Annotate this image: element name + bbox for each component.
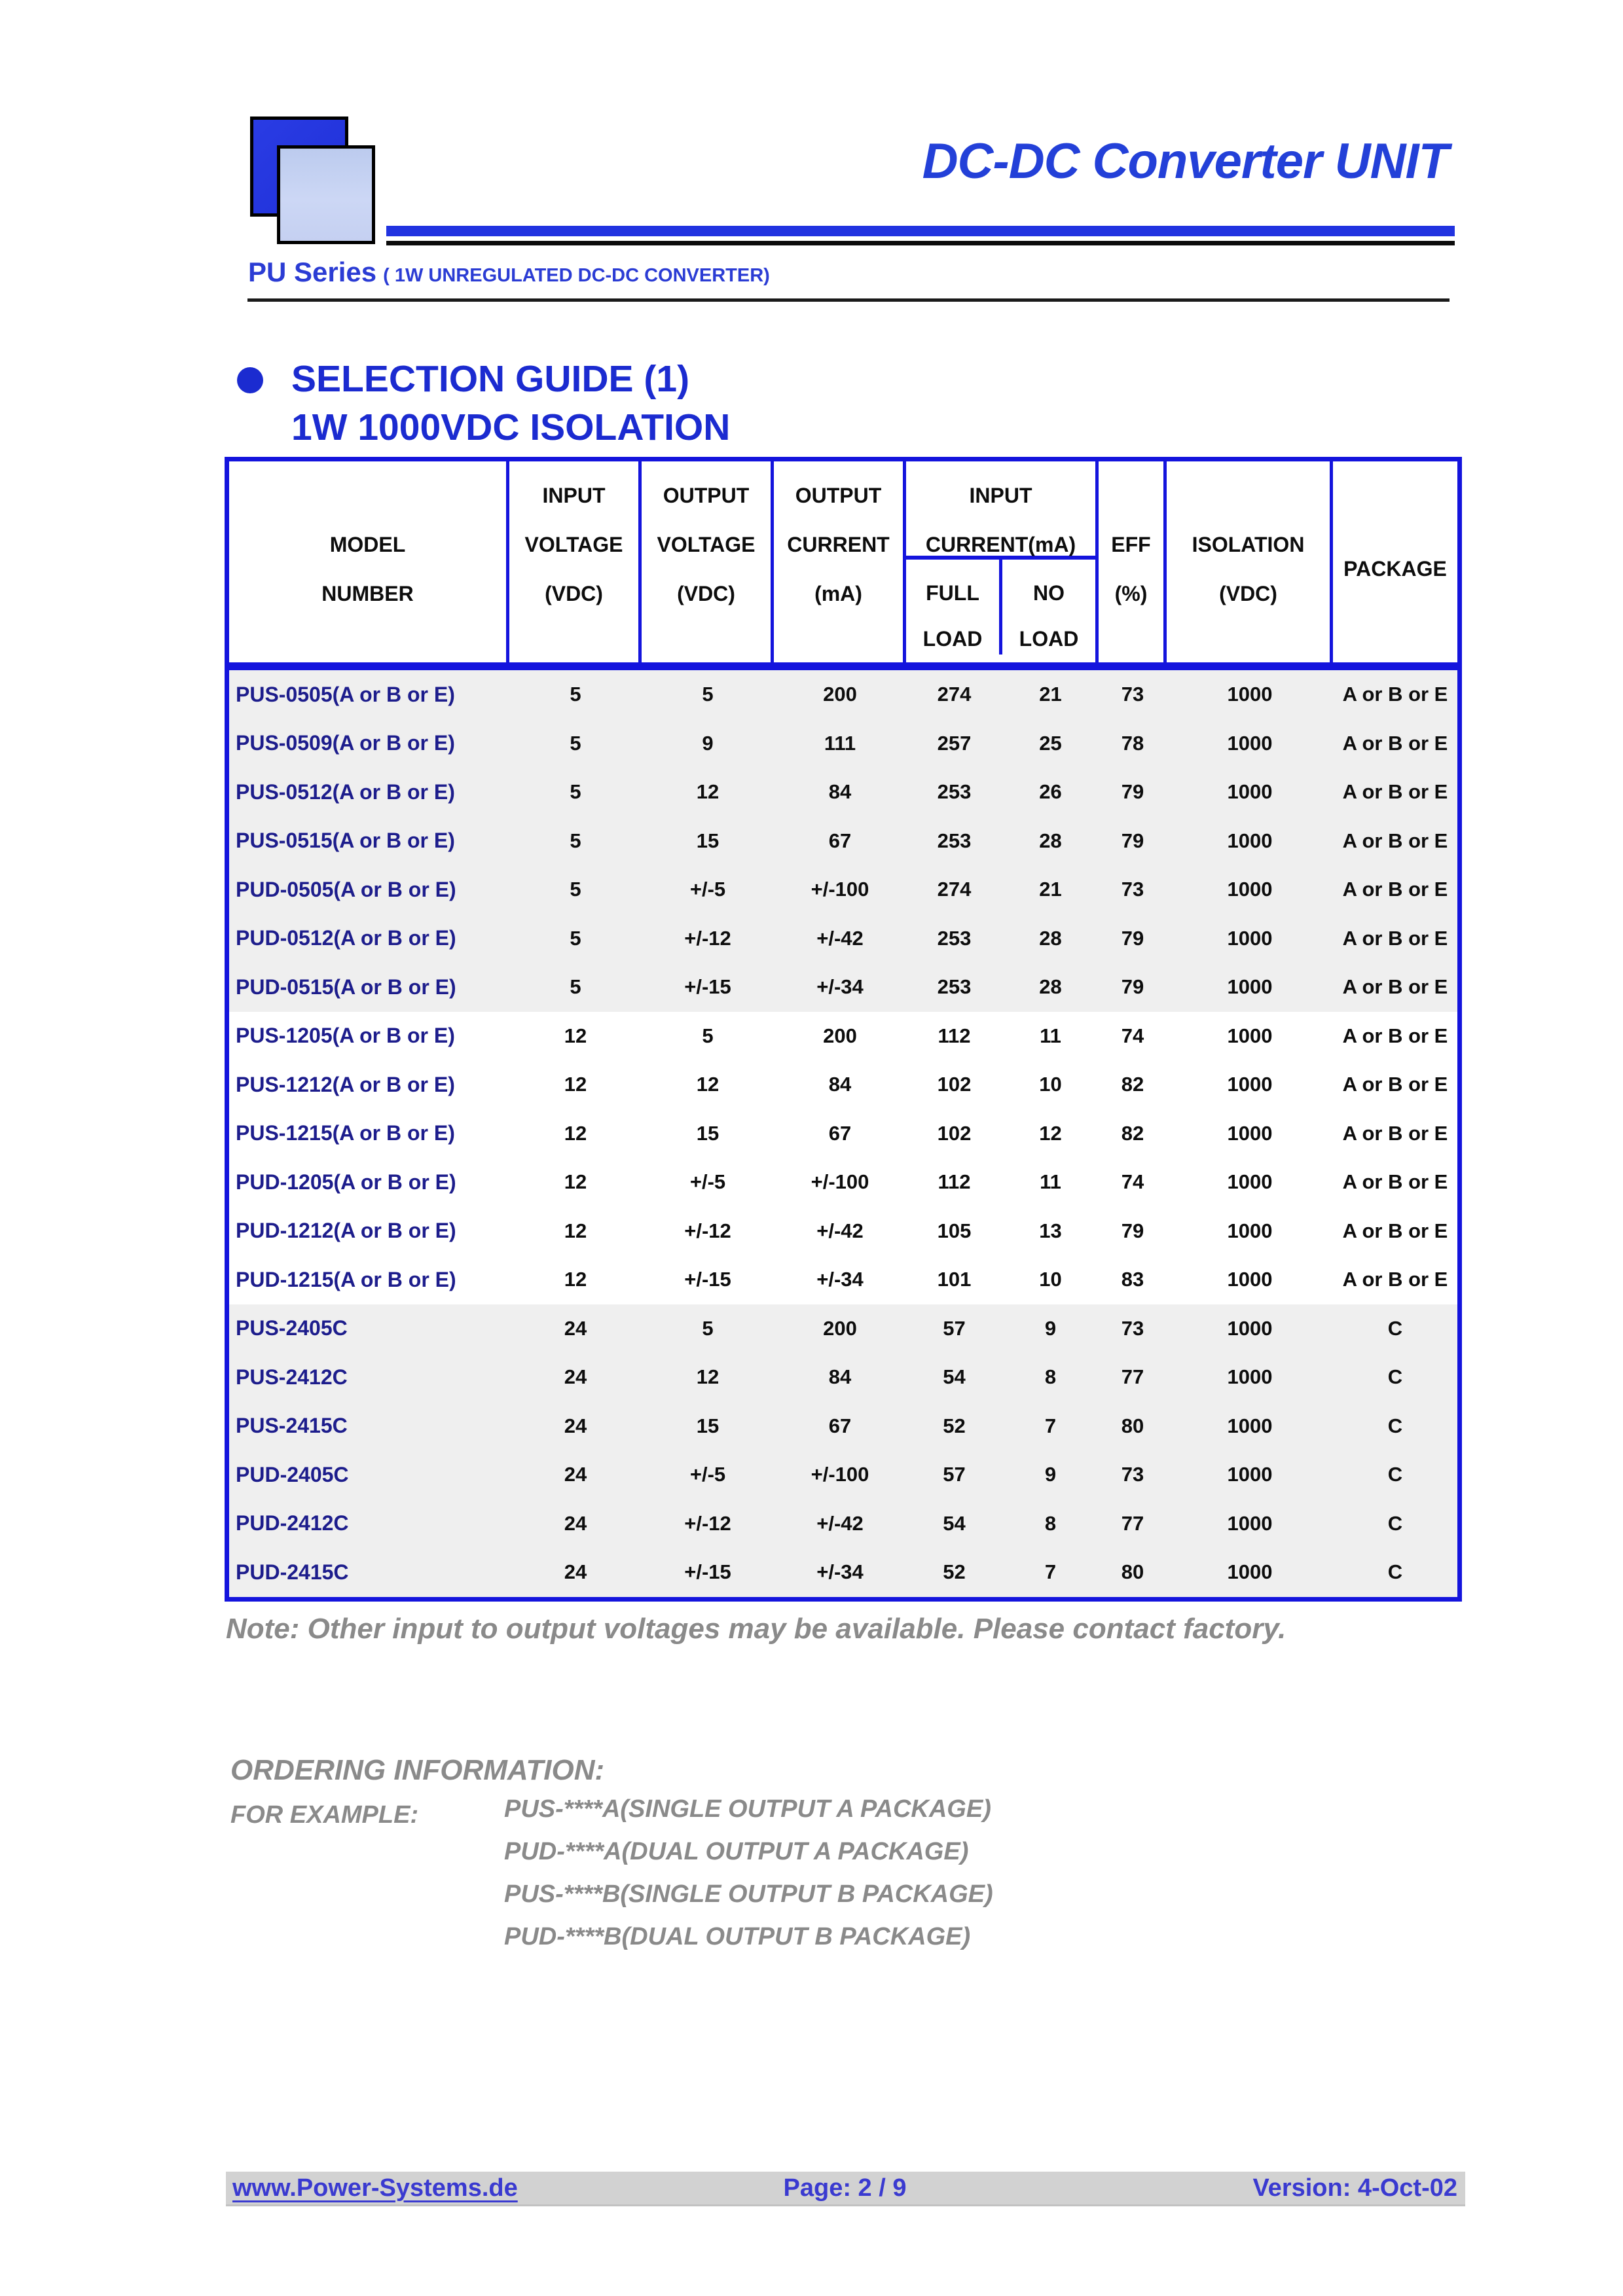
cell-package: A or B or E: [1342, 926, 1448, 950]
table-header-row: [229, 461, 1457, 670]
table-row: [229, 914, 1457, 963]
selection-guide-table: [225, 457, 1462, 1602]
header-line: ISOLATION: [1192, 533, 1305, 556]
title-underline-blue-bar: [386, 226, 1455, 236]
cell-no-load: 9: [1044, 1316, 1057, 1340]
cell-output-voltage: 5: [702, 1316, 714, 1340]
availability-note: Note: Other input to output voltages may be available. Please contact factory.: [226, 1613, 1286, 1645]
cell-output-voltage: 5: [702, 683, 714, 706]
col-header-output-current: [774, 461, 906, 662]
cell-output-current: 200: [823, 1024, 857, 1047]
cell-model-number: PUS-0505(A or B or E): [236, 682, 455, 706]
cell-efficiency: 82: [1121, 1121, 1144, 1145]
cell-input-voltage: 24: [564, 1365, 587, 1389]
cell-isolation: 1000: [1227, 1170, 1273, 1194]
logo-front-square-icon: [277, 145, 375, 244]
col-header-isolation: [1167, 461, 1333, 662]
cell-output-current: 200: [823, 1316, 857, 1340]
col-header-full-load: [906, 560, 1002, 655]
cell-package: C: [1387, 1560, 1403, 1584]
cell-isolation: 1000: [1227, 1121, 1273, 1145]
cell-package: A or B or E: [1342, 878, 1448, 901]
cell-output-voltage: 12: [696, 1365, 720, 1389]
cell-package: A or B or E: [1342, 975, 1448, 999]
cell-output-voltage: 15: [696, 1414, 720, 1437]
cell-model-number: PUS-1215(A or B or E): [236, 1121, 455, 1145]
cell-no-load: 28: [1039, 926, 1062, 950]
cell-output-current: +/-34: [816, 975, 864, 999]
table-row: [229, 1402, 1457, 1451]
cell-output-voltage: +/-12: [684, 926, 731, 950]
cell-no-load: 10: [1039, 1073, 1062, 1096]
cell-package: C: [1387, 1316, 1403, 1340]
cell-isolation: 1000: [1227, 1024, 1273, 1047]
cell-output-voltage: 15: [696, 1121, 720, 1145]
cell-package: A or B or E: [1342, 683, 1448, 706]
cell-efficiency: 83: [1121, 1268, 1144, 1291]
cell-efficiency: 79: [1121, 780, 1144, 804]
cell-model-number: PUD-1215(A or B or E): [236, 1267, 456, 1291]
ordering-example: PUD-****A(DUAL OUTPUT A PACKAGE): [504, 1838, 969, 1865]
cell-output-voltage: +/-15: [684, 1560, 731, 1584]
cell-efficiency: 79: [1121, 926, 1144, 950]
cell-output-current: 84: [828, 1365, 852, 1389]
cell-output-voltage: +/-15: [684, 1268, 731, 1291]
cell-package: C: [1387, 1414, 1403, 1437]
table-row: [229, 1109, 1457, 1158]
cell-input-voltage: 12: [564, 1219, 587, 1242]
ordering-information-heading: ORDERING INFORMATION:: [230, 1754, 605, 1786]
cell-model-number: PUS-0512(A or B or E): [236, 780, 455, 804]
cell-no-load: 8: [1044, 1365, 1057, 1389]
cell-model-number: PUS-0515(A or B or E): [236, 829, 455, 853]
cell-model-number: PUS-1212(A or B or E): [236, 1072, 455, 1096]
table-row: [229, 1012, 1457, 1061]
table-row: [229, 719, 1457, 768]
page-title: DC-DC Converter UNIT: [922, 134, 1448, 189]
header-line: (mA): [814, 582, 862, 605]
cell-no-load: 21: [1039, 683, 1062, 706]
cell-no-load: 11: [1040, 1024, 1061, 1047]
cell-efficiency: 73: [1121, 683, 1144, 706]
cell-input-voltage: 5: [570, 780, 581, 804]
cell-package: C: [1387, 1463, 1403, 1486]
cell-isolation: 1000: [1227, 1463, 1273, 1486]
table-row: [229, 963, 1457, 1012]
cell-package: A or B or E: [1342, 780, 1448, 804]
page-number: Page: 2 / 9: [783, 2174, 907, 2202]
header-line: LOAD: [922, 627, 983, 651]
cell-output-current: +/-42: [816, 1511, 864, 1535]
header-line: EFF: [1111, 533, 1151, 556]
cell-efficiency: 77: [1121, 1365, 1144, 1389]
cell-full-load: 57: [943, 1463, 966, 1486]
cell-full-load: 101: [937, 1268, 972, 1291]
cell-full-load: 253: [937, 829, 972, 852]
cell-model-number: PUD-0515(A or B or E): [236, 975, 456, 999]
header-line: FULL: [926, 581, 979, 605]
table-row: [229, 1450, 1457, 1499]
table-body: [229, 670, 1457, 1597]
cell-output-voltage: 12: [696, 780, 720, 804]
table-row: [229, 817, 1457, 866]
cell-isolation: 1000: [1227, 926, 1273, 950]
cell-efficiency: 79: [1121, 829, 1144, 852]
cell-output-current: +/-100: [811, 1170, 869, 1194]
cell-output-voltage: +/-15: [684, 975, 731, 999]
table-row: [229, 1499, 1457, 1549]
cell-input-voltage: 5: [570, 926, 581, 950]
table-row: [229, 1060, 1457, 1109]
cell-input-voltage: 5: [570, 975, 581, 999]
section-heading-line1: SELECTION GUIDE (1): [291, 358, 690, 400]
cell-no-load: 7: [1044, 1560, 1057, 1584]
cell-full-load: 112: [938, 1024, 971, 1047]
cell-package: A or B or E: [1342, 1268, 1448, 1291]
cell-output-current: +/-34: [816, 1560, 864, 1584]
cell-no-load: 25: [1039, 731, 1062, 755]
cell-input-voltage: 12: [564, 1268, 587, 1291]
cell-no-load: 7: [1044, 1414, 1057, 1437]
cell-full-load: 253: [937, 926, 972, 950]
cell-isolation: 1000: [1227, 975, 1273, 999]
cell-isolation: 1000: [1227, 1414, 1273, 1437]
table-row: [229, 1548, 1457, 1597]
header-line: VOLTAGE: [524, 533, 623, 556]
header-line: (VDC): [677, 582, 735, 605]
header-line: (VDC): [1219, 582, 1277, 605]
cell-model-number: PUD-2412C: [236, 1511, 349, 1535]
for-example-label: FOR EXAMPLE:: [230, 1801, 419, 1829]
header-line: NUMBER: [321, 582, 414, 605]
cell-efficiency: 80: [1121, 1414, 1144, 1437]
cell-output-voltage: 9: [702, 731, 714, 755]
cell-full-load: 274: [937, 683, 972, 706]
cell-model-number: PUD-0512(A or B or E): [236, 926, 456, 950]
cell-input-voltage: 12: [564, 1073, 587, 1096]
table-row: [229, 1255, 1457, 1304]
cell-output-voltage: +/-12: [684, 1511, 731, 1535]
cell-input-voltage: 24: [564, 1511, 587, 1535]
header-line: NO: [1033, 581, 1065, 605]
section-heading-line2: 1W 1000VDC ISOLATION: [291, 406, 731, 448]
cell-package: A or B or E: [1342, 1024, 1448, 1047]
cell-output-current: 67: [828, 1121, 852, 1145]
cell-output-voltage: +/-12: [684, 1219, 731, 1242]
table-row: [229, 865, 1457, 914]
cell-no-load: 12: [1039, 1121, 1062, 1145]
header-line: LOAD: [1019, 627, 1079, 651]
cell-full-load: 253: [937, 780, 972, 804]
cell-isolation: 1000: [1227, 731, 1273, 755]
cell-no-load: 28: [1039, 829, 1062, 852]
header-line: INPUT: [969, 484, 1032, 507]
cell-input-voltage: 24: [564, 1560, 587, 1584]
table-row: [229, 768, 1457, 817]
series-name: PU Series: [248, 257, 377, 287]
version-label: Version: 4-Oct-02: [1252, 2174, 1457, 2202]
cell-efficiency: 78: [1121, 731, 1144, 755]
cell-output-voltage: 12: [696, 1073, 720, 1096]
cell-efficiency: 73: [1121, 1463, 1144, 1486]
cell-no-load: 26: [1039, 780, 1062, 804]
cell-output-current: 200: [823, 683, 857, 706]
cell-output-voltage: 5: [702, 1024, 714, 1047]
header-line: INPUT: [542, 484, 606, 507]
cell-isolation: 1000: [1227, 1365, 1273, 1389]
cell-efficiency: 73: [1121, 1316, 1144, 1340]
cell-model-number: PUS-2405C: [236, 1316, 348, 1340]
table-row: [229, 1353, 1457, 1402]
cell-package: C: [1387, 1365, 1403, 1389]
cell-output-voltage: 15: [696, 829, 720, 852]
input-current-label: [906, 461, 1095, 560]
cell-output-voltage: +/-5: [689, 1170, 726, 1194]
cell-isolation: 1000: [1227, 878, 1273, 901]
cell-package: A or B or E: [1342, 829, 1448, 852]
cell-full-load: 112: [938, 1170, 971, 1194]
header-line: PACKAGE: [1343, 557, 1447, 581]
cell-isolation: 1000: [1227, 1316, 1273, 1340]
ordering-example: PUD-****B(DUAL OUTPUT B PACKAGE): [504, 1923, 971, 1950]
cell-isolation: 1000: [1227, 829, 1273, 852]
cell-output-current: +/-42: [816, 926, 864, 950]
cell-isolation: 1000: [1227, 1219, 1273, 1242]
cell-efficiency: 79: [1121, 1219, 1144, 1242]
cell-model-number: PUS-2415C: [236, 1414, 348, 1438]
cell-output-voltage: +/-5: [689, 878, 726, 901]
cell-input-voltage: 24: [564, 1463, 587, 1486]
cell-isolation: 1000: [1227, 1560, 1273, 1584]
cell-package: A or B or E: [1342, 1219, 1448, 1242]
bullet-icon: [237, 367, 263, 393]
cell-output-voltage: +/-5: [689, 1463, 726, 1486]
cell-model-number: PUD-0505(A or B or E): [236, 877, 456, 901]
cell-full-load: 52: [943, 1414, 966, 1437]
cell-full-load: 57: [943, 1316, 966, 1340]
cell-model-number: PUS-2412C: [236, 1365, 348, 1389]
title-underline-black-bar: [386, 241, 1455, 245]
cell-input-voltage: 12: [564, 1170, 587, 1194]
header-line: MODEL: [329, 533, 406, 556]
footer-bar: [226, 2172, 1465, 2206]
ordering-examples: [504, 1788, 993, 1958]
cell-no-load: 11: [1040, 1170, 1061, 1194]
col-header-package: [1333, 461, 1457, 662]
cell-package: C: [1387, 1511, 1403, 1535]
cell-package: A or B or E: [1342, 1170, 1448, 1194]
cell-full-load: 102: [937, 1073, 972, 1096]
cell-input-voltage: 5: [570, 683, 581, 706]
cell-efficiency: 74: [1121, 1024, 1144, 1047]
cell-output-current: +/-100: [811, 1463, 869, 1486]
header-line: (VDC): [545, 582, 603, 605]
ordering-example: PUS-****B(SINGLE OUTPUT B PACKAGE): [504, 1880, 993, 1908]
cell-efficiency: 82: [1121, 1073, 1144, 1096]
cell-full-load: 54: [943, 1511, 966, 1535]
cell-input-voltage: 24: [564, 1414, 587, 1437]
cell-no-load: 28: [1039, 975, 1062, 999]
cell-model-number: PUS-1205(A or B or E): [236, 1024, 455, 1048]
col-header-model-number: [229, 461, 509, 662]
cell-full-load: 52: [943, 1560, 966, 1584]
cell-full-load: 253: [937, 975, 972, 999]
cell-input-voltage: 5: [570, 829, 581, 852]
cell-full-load: 257: [937, 731, 972, 755]
cell-output-current: +/-42: [816, 1219, 864, 1242]
ordering-example: PUS-****A(SINGLE OUTPUT A PACKAGE): [504, 1795, 991, 1823]
cell-no-load: 13: [1039, 1219, 1062, 1242]
cell-isolation: 1000: [1227, 780, 1273, 804]
cell-full-load: 54: [943, 1365, 966, 1389]
cell-model-number: PUD-2415C: [236, 1560, 349, 1584]
series-subtitle: ( 1W UNREGULATED DC-DC CONVERTER): [383, 265, 770, 286]
cell-isolation: 1000: [1227, 683, 1273, 706]
header-line: OUTPUT: [663, 484, 750, 507]
header-line: OUTPUT: [795, 484, 882, 507]
col-header-output-voltage: [642, 461, 774, 662]
cell-isolation: 1000: [1227, 1073, 1273, 1096]
cell-full-load: 102: [937, 1121, 972, 1145]
cell-efficiency: 77: [1121, 1511, 1144, 1535]
cell-no-load: 10: [1039, 1268, 1062, 1291]
cell-output-current: +/-100: [811, 878, 869, 901]
header-line: CURRENT(mA): [925, 533, 1076, 556]
cell-input-voltage: 5: [570, 731, 581, 755]
col-header-input-voltage: [509, 461, 642, 662]
website-link[interactable]: www.Power-Systems.de: [232, 2174, 518, 2202]
cell-package: A or B or E: [1342, 731, 1448, 755]
col-header-efficiency: [1099, 461, 1167, 662]
cell-output-current: 111: [824, 731, 856, 755]
cell-full-load: 105: [937, 1219, 972, 1242]
cell-isolation: 1000: [1227, 1268, 1273, 1291]
cell-input-voltage: 12: [564, 1121, 587, 1145]
table-row: [229, 1158, 1457, 1207]
cell-model-number: PUD-2405C: [236, 1462, 349, 1486]
cell-efficiency: 79: [1121, 975, 1144, 999]
cell-model-number: PUS-0509(A or B or E): [236, 731, 455, 755]
cell-no-load: 9: [1044, 1463, 1057, 1486]
cell-efficiency: 73: [1121, 878, 1144, 901]
cell-input-voltage: 12: [564, 1024, 587, 1047]
cell-no-load: 21: [1039, 878, 1062, 901]
cell-package: A or B or E: [1342, 1073, 1448, 1096]
series-heading: [248, 257, 770, 288]
table-row: [229, 1304, 1457, 1354]
cell-efficiency: 74: [1121, 1170, 1144, 1194]
cell-model-number: PUD-1212(A or B or E): [236, 1219, 456, 1243]
cell-full-load: 274: [937, 878, 972, 901]
cell-efficiency: 80: [1121, 1560, 1144, 1584]
header-line: CURRENT: [787, 533, 890, 556]
input-current-subheaders: [906, 560, 1095, 655]
col-header-input-current: [906, 461, 1099, 662]
header-line: (%): [1114, 582, 1148, 605]
col-header-no-load: [1002, 560, 1095, 655]
cell-package: A or B or E: [1342, 1121, 1448, 1145]
cell-isolation: 1000: [1227, 1511, 1273, 1535]
cell-input-voltage: 24: [564, 1316, 587, 1340]
cell-no-load: 8: [1044, 1511, 1057, 1535]
cell-output-current: 84: [828, 780, 852, 804]
cell-output-current: 84: [828, 1073, 852, 1096]
cell-output-current: 67: [828, 829, 852, 852]
series-divider-line: [247, 298, 1450, 302]
cell-output-current: 67: [828, 1414, 852, 1437]
table-row: [229, 1207, 1457, 1256]
cell-model-number: PUD-1205(A or B or E): [236, 1170, 456, 1194]
cell-output-current: +/-34: [816, 1268, 864, 1291]
header-line: VOLTAGE: [657, 533, 756, 556]
cell-input-voltage: 5: [570, 878, 581, 901]
table-row: [229, 670, 1457, 719]
